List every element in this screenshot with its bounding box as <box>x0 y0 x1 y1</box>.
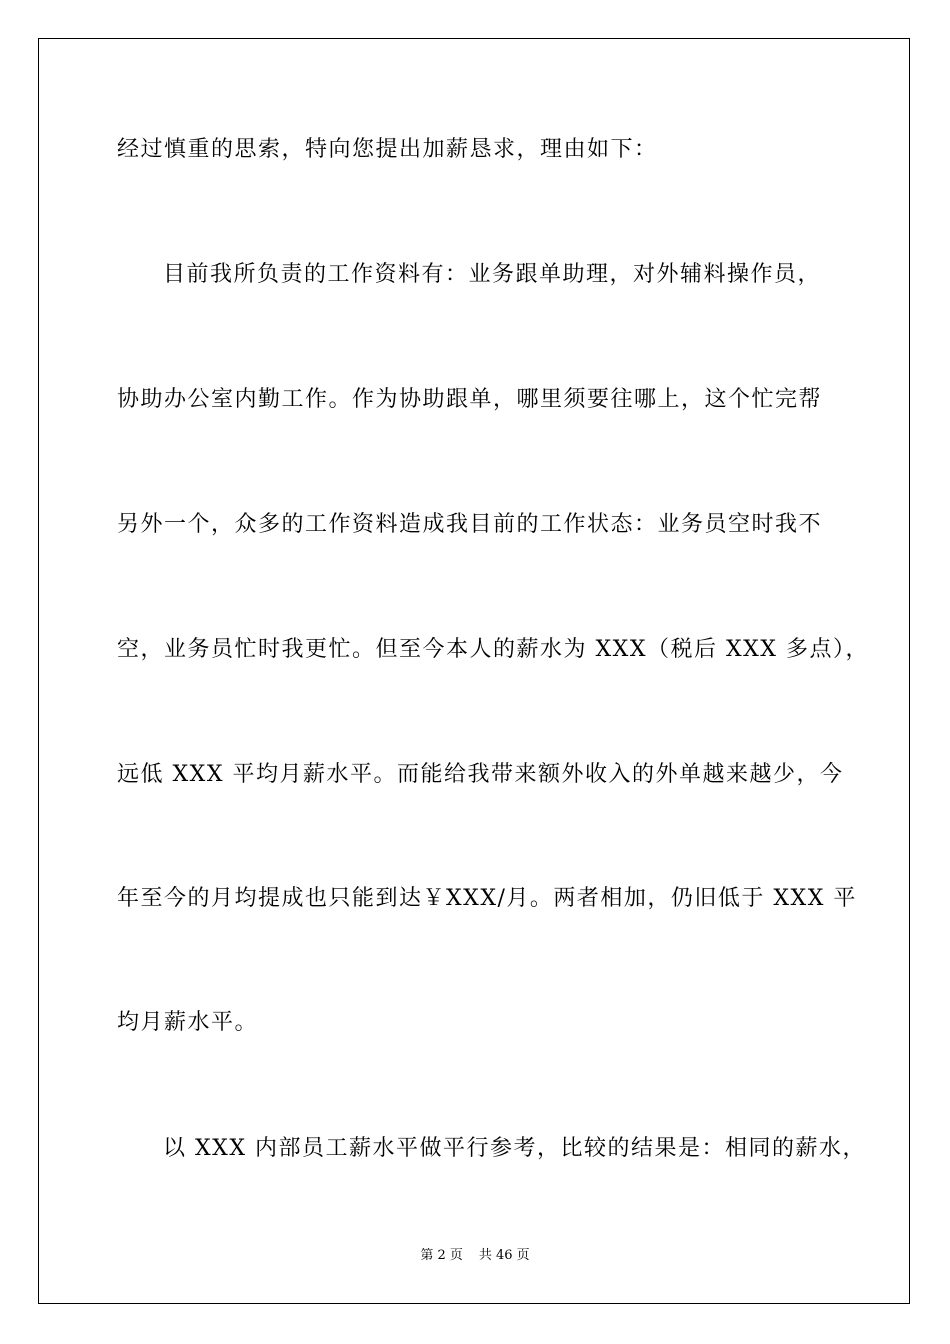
body-line-4: 另外一个，众多的工作资料造成我目前的工作状态：业务员空时我不 <box>117 512 823 537</box>
page-number: 第 2 页 <box>420 1248 463 1263</box>
body-line-2: 目前我所负责的工作资料有：业务跟单助理，对外辅料操作员， <box>163 262 822 287</box>
body-line-6: 远低 XXX 平均月薪水平。而能给我带来额外收入的外单越来越少，今 <box>117 762 844 787</box>
body-line-1: 经过慎重的思索，特向您提出加薪恳求，理由如下： <box>117 137 658 162</box>
page-border <box>38 38 910 1304</box>
body-line-5: 空，业务员忙时我更忙。但至今本人的薪水为 XXX（税后 XXX 多点）， <box>117 637 869 662</box>
page-footer <box>0 1247 950 1265</box>
body-line-7: 年至今的月均提成也只能到达￥XXX/月。两者相加，仍旧低于 XXX 平 <box>117 886 857 911</box>
total-pages: 共 46 页 <box>478 1248 530 1263</box>
body-line-3: 协助办公室内勤工作。作为协助跟单，哪里须要往哪上，这个忙完帮 <box>117 387 823 412</box>
body-line-9: 以 XXX 内部员工薪水平做平行参考，比较的结果是：相同的薪水， <box>163 1136 866 1161</box>
body-line-8: 均月薪水平。 <box>117 1010 259 1035</box>
